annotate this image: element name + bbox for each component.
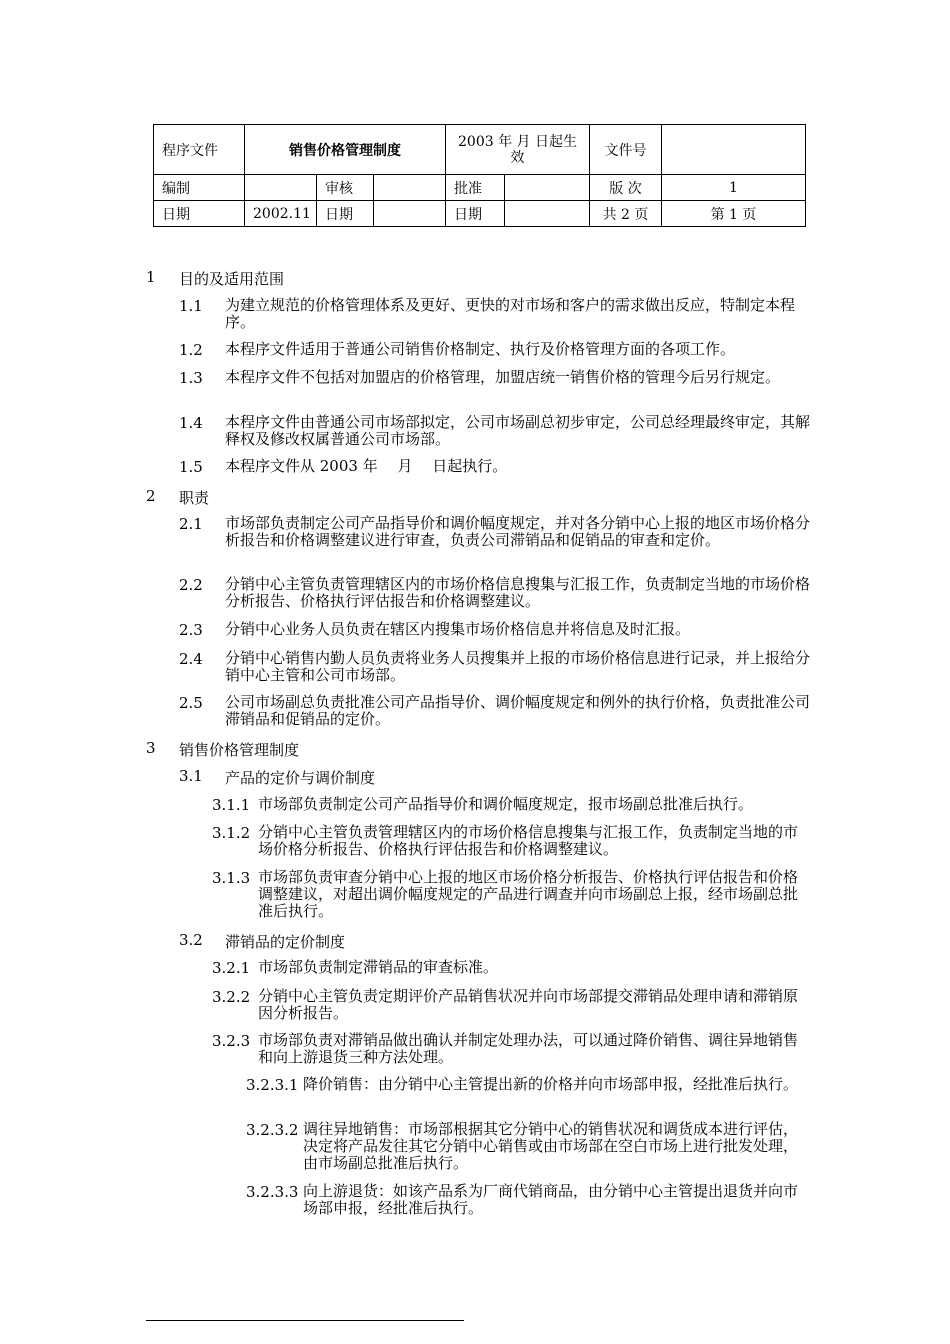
- clause-text: 降价销售：由分销中心主管提出新的价格并向市场部申报，经批准后执行。: [303, 1075, 799, 1093]
- clause-number: 2.1: [179, 515, 203, 533]
- clause-number: 3.1: [179, 767, 203, 785]
- clause-number: 1.2: [179, 341, 203, 359]
- date-value-2: [374, 201, 446, 227]
- clause-number: 1.4: [179, 414, 203, 432]
- clause-number: 2: [146, 487, 156, 505]
- effective-date-cell: 2003 年 月 日起生效: [446, 125, 590, 175]
- clause-number: 1.5: [179, 458, 203, 476]
- clause-text: 本程序文件适用于普通公司销售价格制定、执行及价格管理方面的各项工作。: [225, 340, 736, 358]
- clause-text: 滞销品的定价制度: [225, 933, 346, 951]
- clause-text: 调往异地销售：市场部根据其它分销中心的销售状况和调货成本进行评估，决定将产品发往其它分销中心销售或由市场部在空白市场上进行批发处理，由市场副总批准后执行。: [303, 1120, 799, 1172]
- clause-number: 2.3: [179, 621, 203, 639]
- clause-number: 3.2: [179, 931, 203, 949]
- clause-text: 公司市场副总负责批准公司产品指导价、调价幅度规定和例外的执行价格，负责批准公司滞销品和促销品的定价。: [225, 693, 811, 728]
- clause-text: 分销中心主管负责管理辖区内的市场价格信息搜集与汇报工作，负责制定当地的市场价格分析报告、价格执行评估报告和价格调整建议。: [225, 575, 811, 610]
- version-label: 版 次: [590, 175, 662, 201]
- clause-text: 分销中心主管负责定期评价产品销售状况并向市场部提交滞销品处理申请和滞销原因分析报告。: [258, 987, 799, 1022]
- review-value: [374, 175, 446, 201]
- section-heading: 销售价格管理制度: [179, 741, 300, 759]
- clause-number: 3.1.3: [212, 869, 251, 887]
- clause-text: 本程序文件不包括对加盟店的价格管理，加盟店统一销售价格的管理今后另行规定。: [225, 368, 781, 386]
- clause-text: 本程序文件从 2003 年 月 日起执行。: [225, 457, 508, 475]
- approve-label: 批准: [446, 175, 505, 201]
- doc-number-value: [662, 125, 806, 175]
- clause-number: 3.2.3.2: [246, 1121, 299, 1139]
- clause-number: 1: [146, 268, 156, 286]
- clause-number: 3.2.3.3: [246, 1183, 299, 1201]
- clause-text: 分销中心销售内勤人员负责将业务人员搜集并上报的市场价格信息进行记录，并上报给分销中心主管和公司市场部。: [225, 649, 811, 684]
- section-heading: 目的及适用范围: [179, 270, 285, 288]
- footnote-separator: [146, 1320, 464, 1321]
- date-label-2: 日期: [317, 201, 374, 227]
- date-value-3: [505, 201, 590, 227]
- clause-number: 3.1.2: [212, 824, 251, 842]
- clause-text: 市场部负责审查分销中心上报的地区市场价格分析报告、价格执行评估报告和价格调整建议，对超出调价幅度规定的产品进行调查并向市场副总上报，经市场副总批准后执行。: [258, 868, 799, 920]
- date-label-3: 日期: [446, 201, 505, 227]
- document-header-table: [153, 124, 806, 227]
- clause-text: 为建立规范的价格管理体系及更好、更快的对市场和客户的需求做出反应，特制定本程序。: [225, 296, 796, 331]
- clause-text: 市场部负责制定公司产品指导价和调价幅度规定，报市场副总批准后执行。: [258, 795, 754, 813]
- clause-number: 2.2: [179, 576, 203, 594]
- clause-number: 2.4: [179, 650, 203, 668]
- total-pages: 共 2 页: [590, 201, 662, 227]
- clause-text: 市场部负责制定公司产品指导价和调价幅度规定，并对各分销中心上报的地区市场价格分析报告和价格调整建议进行审查，负责公司滞销品和促销品的审查和定价。: [225, 514, 811, 549]
- approve-value: [505, 175, 590, 201]
- clause-text: 向上游退货：如该产品系为厂商代销商品，由分销中心主管提出退货并向市场部申报，经批准后执行。: [303, 1182, 799, 1217]
- date-label-1: 日期: [154, 201, 245, 227]
- section-heading: 职责: [179, 489, 210, 507]
- page-number: 第 1 页: [662, 201, 806, 227]
- clause-number: 3.2.3.1: [246, 1076, 299, 1094]
- clause-number: 3: [146, 739, 156, 757]
- clause-number: 2.5: [179, 694, 203, 712]
- editor-value: [245, 175, 317, 201]
- doc-type-cell: 程序文件: [154, 125, 245, 175]
- clause-text: 产品的定价与调价制度: [225, 769, 376, 787]
- clause-number: 1.3: [179, 369, 203, 387]
- clause-text: 市场部负责制定滞销品的审查标准。: [258, 958, 499, 976]
- clause-text: 市场部负责对滞销品做出确认并制定处理办法，可以通过降价销售、调往异地销售和向上游退货三种方法处理。: [258, 1031, 799, 1066]
- clause-number: 3.2.1: [212, 959, 251, 977]
- clause-number: 1.1: [179, 297, 203, 315]
- review-label: 审核: [317, 175, 374, 201]
- version-value: 1: [662, 175, 806, 201]
- clause-number: 3.1.1: [212, 796, 251, 814]
- doc-number-label: 文件号: [590, 125, 662, 175]
- clause-number: 3.2.2: [212, 988, 251, 1006]
- date-value-1: 2002.11: [245, 201, 317, 227]
- clause-text: 分销中心业务人员负责在辖区内搜集市场价格信息并将信息及时汇报。: [225, 620, 691, 638]
- doc-title-cell: 销售价格管理制度: [245, 125, 446, 175]
- clause-text: 分销中心主管负责管理辖区内的市场价格信息搜集与汇报工作，负责制定当地的市场价格分析报告、价格执行评估报告和价格调整建议。: [258, 823, 799, 858]
- clause-text: 本程序文件由普通公司市场部拟定，公司市场副总初步审定，公司总经理最终审定，其解释权及修改权属普通公司市场部。: [225, 413, 811, 448]
- clause-number: 3.2.3: [212, 1032, 251, 1050]
- editor-label: 编制: [154, 175, 245, 201]
